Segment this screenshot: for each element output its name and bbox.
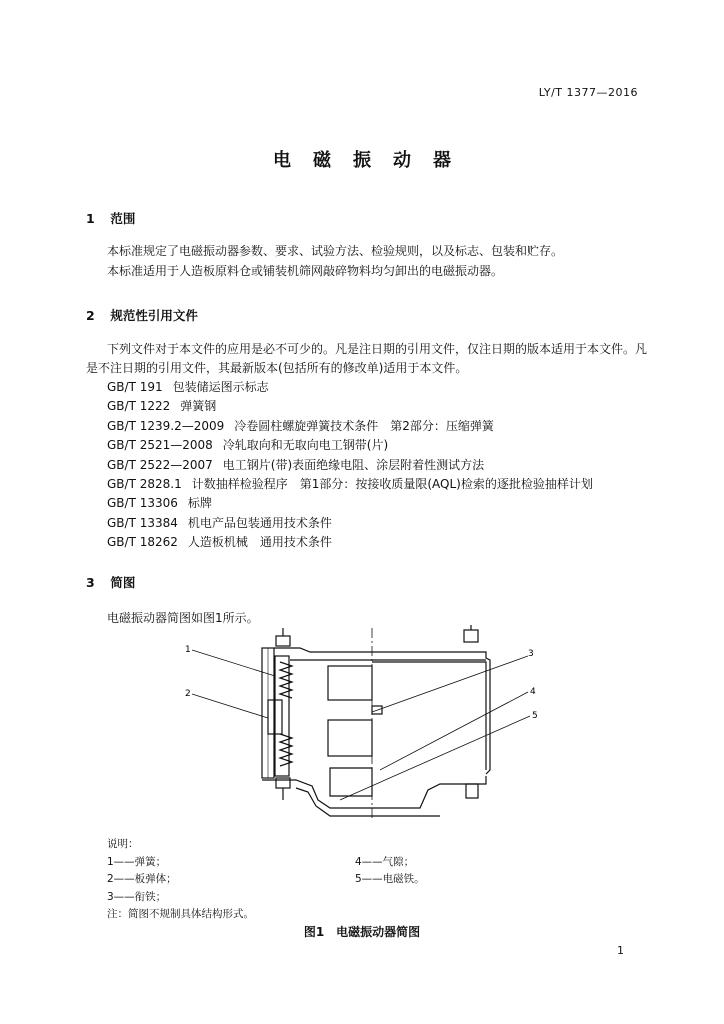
document-title: 电磁振动器 (273, 150, 473, 171)
reference-item (107, 417, 593, 436)
armature-upper (328, 666, 372, 700)
section-heading-scope (86, 209, 135, 227)
reference-title: 冷卷圆柱螺旋弹簧技术条件 第2部分：压缩弹簧 (234, 418, 494, 433)
housing-base (262, 776, 486, 808)
armature-lower (328, 720, 372, 756)
section-title: 范围 (110, 211, 136, 226)
legend-note: 注：简图不规制具体结构形式。 (107, 908, 254, 920)
reference-item (107, 494, 593, 513)
reference-title: 标牌 (187, 496, 212, 511)
reference-title: 人造板机械 通用技术条件 (187, 535, 332, 550)
callout-5: 5 (532, 711, 538, 721)
reference-code: GB/T 1239.2—2009 (107, 418, 225, 433)
section-number: 1 (86, 211, 95, 226)
reference-item (107, 378, 593, 397)
legend-row (107, 871, 425, 889)
legend-row (107, 854, 415, 872)
figure-caption: 图1 电磁振动器简图 (303, 925, 421, 939)
section-heading-references (86, 306, 198, 324)
callout-4: 4 (530, 687, 536, 697)
right-top-bolt (464, 630, 478, 642)
callout-2: 2 (185, 689, 191, 699)
reference-code: GB/T 2828.1 (107, 476, 182, 491)
reference-item (107, 514, 593, 533)
legend-item: 5——电磁铁。 (355, 873, 425, 885)
section-number: 3 (86, 575, 95, 590)
reference-list (107, 378, 593, 553)
legend-heading: 说明： (107, 838, 139, 850)
leader-4 (380, 692, 528, 770)
reference-code: GB/T 191 (107, 380, 163, 394)
reference-title: 计数抽样检验程序 第1部分：按接收质量限(AQL)检索的逐批检验抽样计划 (191, 476, 593, 491)
reference-title: 电工钢片(带)表面绝缘电阻、涂层附着性测试方法 (222, 457, 485, 472)
lower-spring (280, 734, 292, 766)
scope-paragraph-1: 本标准规定了电磁振动器参数、要求、试验方法、检验规则，以及标志、包装和贮存。 (107, 244, 564, 258)
reference-item (107, 456, 593, 475)
reference-code: GB/T 13384 (107, 515, 178, 530)
reference-item (107, 397, 593, 416)
reference-title: 冷轧取向和无取向电工钢带(片) (222, 438, 389, 453)
reference-code: GB/T 1222 (107, 399, 171, 414)
reference-code: GB/T 13306 (107, 496, 178, 511)
legend-item: 2——板弹体； (107, 873, 177, 885)
vibrator-diagram (170, 625, 550, 830)
legend-item: 4——气隙； (355, 855, 415, 868)
reference-item (107, 533, 593, 552)
legend-row (107, 889, 254, 907)
section-number: 2 (86, 308, 95, 323)
section-heading-diagram (86, 573, 135, 591)
section-title: 简图 (110, 575, 136, 590)
standard-code: LY/T 1377—2016 (538, 86, 638, 99)
legend-item: 1——弹簧； (107, 855, 167, 868)
reference-code: GB/T 2522—2007 (107, 457, 213, 472)
page-number: 1 (617, 944, 624, 957)
electromagnet-body (372, 662, 486, 770)
reference-title: 弹簧钢 (180, 399, 217, 414)
diagram-intro: 电磁振动器简图如图1所示。 (107, 611, 259, 625)
reference-title: 机电产品包装通用技术条件 (187, 515, 332, 530)
upper-spring (280, 662, 292, 698)
legend-item: 3——衔铁； (107, 890, 167, 903)
reference-title: 包装储运图示标志 (172, 380, 269, 394)
right-bottom-bolt (466, 784, 478, 798)
reference-code: GB/T 2521—2008 (107, 438, 213, 453)
callout-3: 3 (528, 649, 534, 659)
leader-3 (372, 656, 528, 712)
reference-code: GB/T 18262 (107, 535, 178, 550)
electromagnet-core (330, 768, 372, 796)
figure-legend (107, 836, 425, 924)
callout-1: 1 (185, 645, 191, 655)
leader-2 (192, 694, 268, 718)
scope-paragraph-2: 本标准适用于人造板原料仓或铺装机筛网敲碎物料均匀卸出的电磁振动器。 (107, 264, 504, 278)
section-title: 规范性引用文件 (110, 308, 198, 323)
reference-item (107, 475, 593, 494)
leader-5 (340, 716, 530, 800)
references-intro: 下列文件对于本文件的应用是必不可少的。凡是注日期的引用文件，仅注日期的版本适用于本文件。凡是不注日期的引用文件，其最新版本(包括所有的修改单)适用于本文件。 (86, 342, 648, 375)
top-bolt (276, 636, 290, 646)
reference-item (107, 436, 593, 455)
